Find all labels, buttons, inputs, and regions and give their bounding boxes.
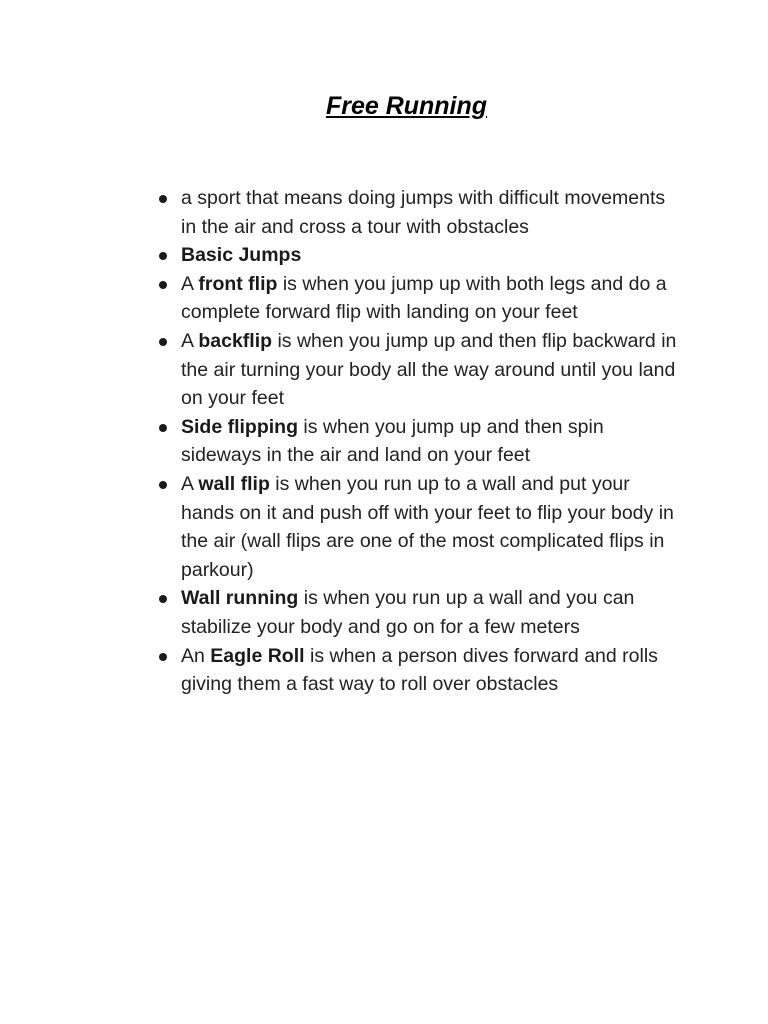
list-item bbox=[0, 270, 681, 327]
bullet-icon bbox=[159, 481, 167, 489]
list-item-text: Side flipping is when you jump up and then spin sideways in the air and land on your feet bbox=[181, 415, 604, 467]
bullet-icon bbox=[159, 195, 167, 203]
bullet-icon bbox=[159, 252, 167, 260]
list-item-text: Wall running is when you run up a wall and you can stabilize your body and go on for a few meters bbox=[181, 587, 635, 638]
list-item bbox=[0, 241, 681, 270]
list-item bbox=[0, 413, 681, 470]
list-item bbox=[0, 642, 681, 699]
list-item-text: a sport that means doing jumps with difficult movements in the air and cross a tour with obstacles bbox=[181, 187, 666, 238]
bullet-list bbox=[0, 184, 768, 699]
list-item-text: A wall flip is when you run up to a wall and put your hands on it and push off with your feet to flip your body in the air (wall flips are one of the most complicated flips in parkour) bbox=[181, 472, 674, 581]
list-item-text: Basic Jumps bbox=[181, 244, 302, 267]
bullet-icon bbox=[159, 281, 167, 289]
list-item bbox=[0, 327, 681, 413]
list-item-text: A front flip is when you jump up with both legs and do a complete forward flip with landing on your feet bbox=[181, 272, 667, 324]
bullet-icon bbox=[159, 595, 167, 603]
list-item bbox=[0, 470, 681, 584]
list-item-text: A backflip is when you jump up and then flip backward in the air turning your body all the way around until you land on your feet bbox=[181, 329, 677, 410]
page-title: Free Running bbox=[325, 92, 488, 120]
list-item bbox=[0, 184, 681, 241]
list-item-text: An Eagle Roll is when a person dives forward and rolls giving them a fast way to roll over obstacles bbox=[181, 644, 658, 696]
list-item bbox=[0, 584, 681, 641]
bullet-icon bbox=[159, 338, 167, 346]
bullet-icon bbox=[159, 653, 167, 661]
bullet-icon bbox=[159, 424, 167, 432]
